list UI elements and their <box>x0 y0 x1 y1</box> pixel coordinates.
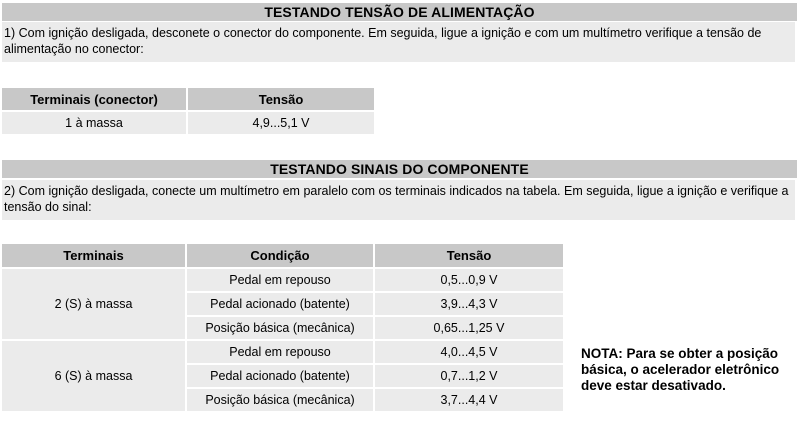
section-description-alimentacao: 1) Com ignição desligada, desconete o conector do componente. Em seguida, ligue a ignição e com um multímetro verifique a tensão de alimentação no conector: <box>2 22 795 62</box>
note-text: NOTA: Para se obter a posição básica, o acelerador eletrônico deve estar desativado. <box>581 346 780 393</box>
supply-voltage-table <box>2 88 374 134</box>
column-header-terminais: Terminais <box>2 244 187 267</box>
cell-voltage: 0,65...1,25 V <box>375 315 563 339</box>
section-title-sinais: TESTANDO SINAIS DO COMPONENTE <box>2 160 797 178</box>
table-row <box>2 110 374 134</box>
section-title-alimentacao: TESTANDO TENSÃO DE ALIMENTAÇÃO <box>2 3 797 21</box>
column-header-terminais-conector: Terminais (conector) <box>2 88 188 110</box>
cell-voltage: 0,7...1,2 V <box>375 363 563 387</box>
table-row <box>2 339 563 363</box>
cell-voltage: 3,9...4,3 V <box>375 291 563 315</box>
cell-condition: Pedal acionado (batente) <box>187 363 375 387</box>
column-header-condicao: Condição <box>187 244 375 267</box>
table-header-row <box>2 244 563 267</box>
table-row <box>2 267 563 291</box>
cell-condition: Posição básica (mecânica) <box>187 387 375 411</box>
cell-terminal-group: 6 (S) à massa <box>2 339 187 411</box>
cell-condition: Pedal em repouso <box>187 339 375 363</box>
table-header-row <box>2 88 374 110</box>
column-header-tensao: Tensão <box>188 88 374 110</box>
cell-voltage: 0,5...0,9 V <box>375 267 563 291</box>
signal-voltage-table <box>2 244 563 411</box>
cell-voltage: 4,9...5,1 V <box>188 110 374 134</box>
section-description-sinais: 2) Com ignição desligada, conecte um multímetro em paralelo com os terminais indicados na tabela. Em seguida, ligue a ignição e verifique a tensão do sinal: <box>2 180 795 220</box>
cell-voltage: 3,7...4,4 V <box>375 387 563 411</box>
cell-terminal: 1 à massa <box>2 110 188 134</box>
cell-voltage: 4,0...4,5 V <box>375 339 563 363</box>
cell-condition: Pedal acionado (batente) <box>187 291 375 315</box>
cell-terminal-group: 2 (S) à massa <box>2 267 187 339</box>
column-header-tensao: Tensão <box>375 244 563 267</box>
cell-condition: Pedal em repouso <box>187 267 375 291</box>
cell-condition: Posição básica (mecânica) <box>187 315 375 339</box>
